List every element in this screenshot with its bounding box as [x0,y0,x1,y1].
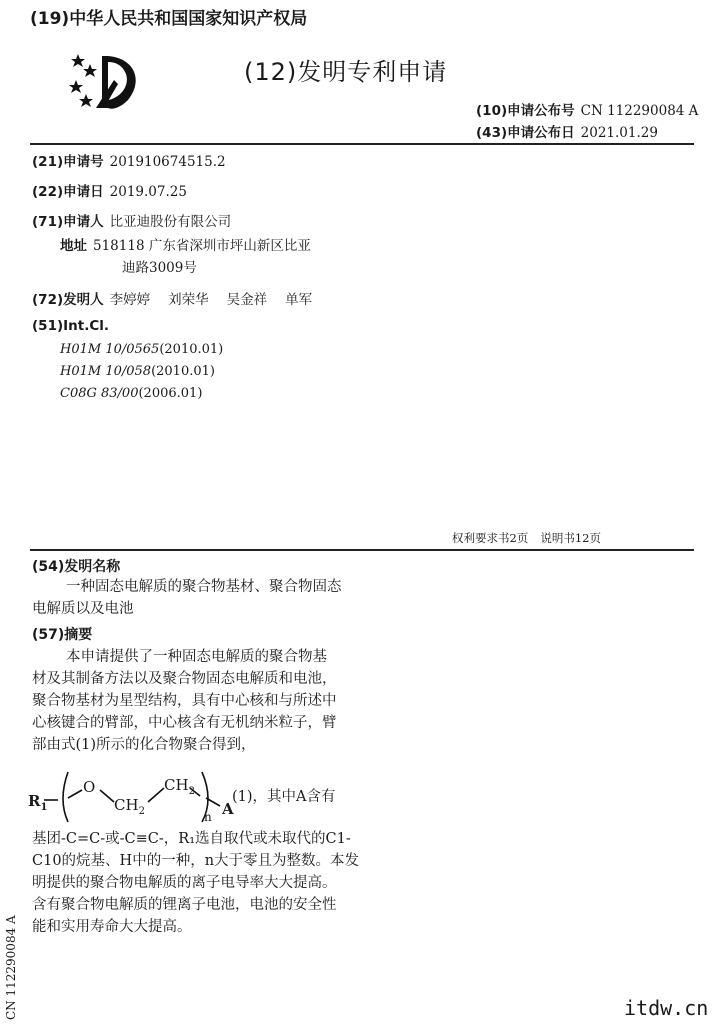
publication-date [476,121,658,141]
watermark: itdw.cn [624,996,709,1020]
abstract-line-9: 含有聚合物电解质的锂离子电池，电池的安全性 [32,897,337,913]
claims-pages: 权利要求书2页 [452,531,529,545]
inventor-3: 吴金祥 [226,292,268,308]
abstract-label: (57)摘要 [32,627,93,643]
publication-number-label: (10)申请公布号 [476,103,575,119]
applicant-label: (71)申请人 [32,214,104,230]
abstract-line-6: 基团-C=C-或-C≡C-，R₁选自取代或未取代的C1- [32,831,351,847]
formula-ch2-a-symbol: CH [114,796,139,814]
invention-title-line-2: 电解质以及电池 [32,601,134,617]
formula-r1-symbol: R [28,792,41,810]
abstract-line-8: 明提供的聚合物电解质的离子电导率大大提高。 [32,875,337,891]
formula-suffix: (1)，其中A含有 [232,789,336,805]
invention-title-label: (54)发明名称 [32,559,121,575]
abstract-line-5: 部由式(1)所示的化合物聚合得到， [32,737,256,753]
abstract-line-3: 聚合物基材为星型结构，具有中心核和与所述中 [32,693,337,709]
section-divider [30,549,694,551]
address [60,234,311,254]
office-name: (19)中华人民共和国国家知识产权局 [30,9,308,29]
formula-n: n [204,810,212,824]
inventor-1: 李婷婷 [109,292,151,308]
application-date-label: (22)申请日 [32,184,104,200]
application-number-label: (21)申请号 [32,154,104,170]
formula-ch2-b-symbol: CH [164,776,189,794]
applicant [32,210,231,230]
ipc-class-1-code: H01M 10/0565 [60,342,160,357]
invention-title-line-1: 一种固态电解质的聚合物基材、聚合物固态 [66,579,342,595]
ipc-class-2-version: (2010.01) [151,364,215,379]
applicant-value: 比亚迪股份有限公司 [109,214,232,230]
publication-date-label: (43)申请公布日 [476,125,575,141]
abstract-line-1: 本申请提供了一种固态电解质的聚合物基 [66,649,327,665]
formula-ch2-b [164,776,195,797]
address-line-2: 迪路3009号 [122,260,197,276]
inventors-label: (72)发明人 [32,292,104,308]
publication-number-value: CN 112290084 A [580,103,699,119]
abstract-line-2: 材及其制备方法以及聚合物固态电解质和电池， [32,671,337,687]
ipc-class-3 [60,386,202,401]
abstract-line-10: 能和实用寿命大大提高。 [32,919,192,935]
formula-ch2-a-subscript: 2 [138,806,145,817]
inventor-2: 刘荣华 [168,292,209,308]
page-counts [452,530,601,546]
cnipa-logo [68,50,148,112]
publication-number [476,99,698,119]
ipc-class-2-code: H01M 10/058 [60,364,152,379]
ipc-class-3-code: C08G 83/00 [60,386,139,401]
ipc-class-2 [60,364,215,379]
document-type: (12)发明专利申请 [244,58,448,86]
int-cl-label [32,318,115,334]
int-cl-label-text: (51)Int.Cl. [32,318,110,334]
address-line-1: 518118 广东省深圳市坪山新区比亚 [93,238,311,254]
publication-date-value: 2021.01.29 [580,125,658,141]
inventors [32,288,312,308]
ipc-class-3-version: (2006.01) [138,386,203,401]
application-number-value: 201910674515.2 [109,154,226,170]
application-number [32,150,226,170]
ipc-class-1 [60,342,223,357]
formula-oxygen: O [83,778,96,796]
formula-r1 [28,792,47,813]
formula-r1-subscript: 1 [40,802,48,813]
side-publication-number: CN 112290084 A [4,915,18,1020]
formula-ch2-a [114,796,145,817]
inventor-4: 单军 [285,292,313,308]
abstract-line-4: 心核键合的臂部，中心核含有无机纳米粒子，臂 [32,715,337,731]
abstract-line-7: C10的烷基、H中的一种，n大于零且为整数。本发 [32,853,360,869]
ipc-class-1-version: (2010.01) [159,342,224,357]
description-pages: 说明书12页 [540,531,601,545]
address-label: 地址 [60,238,87,254]
header-divider [30,143,694,145]
application-date [32,180,187,200]
application-date-value: 2019.07.25 [109,184,187,200]
formula-a: A [222,800,234,818]
formula-ch2-b-subscript: 2 [188,786,195,797]
chemical-formula [28,762,258,826]
